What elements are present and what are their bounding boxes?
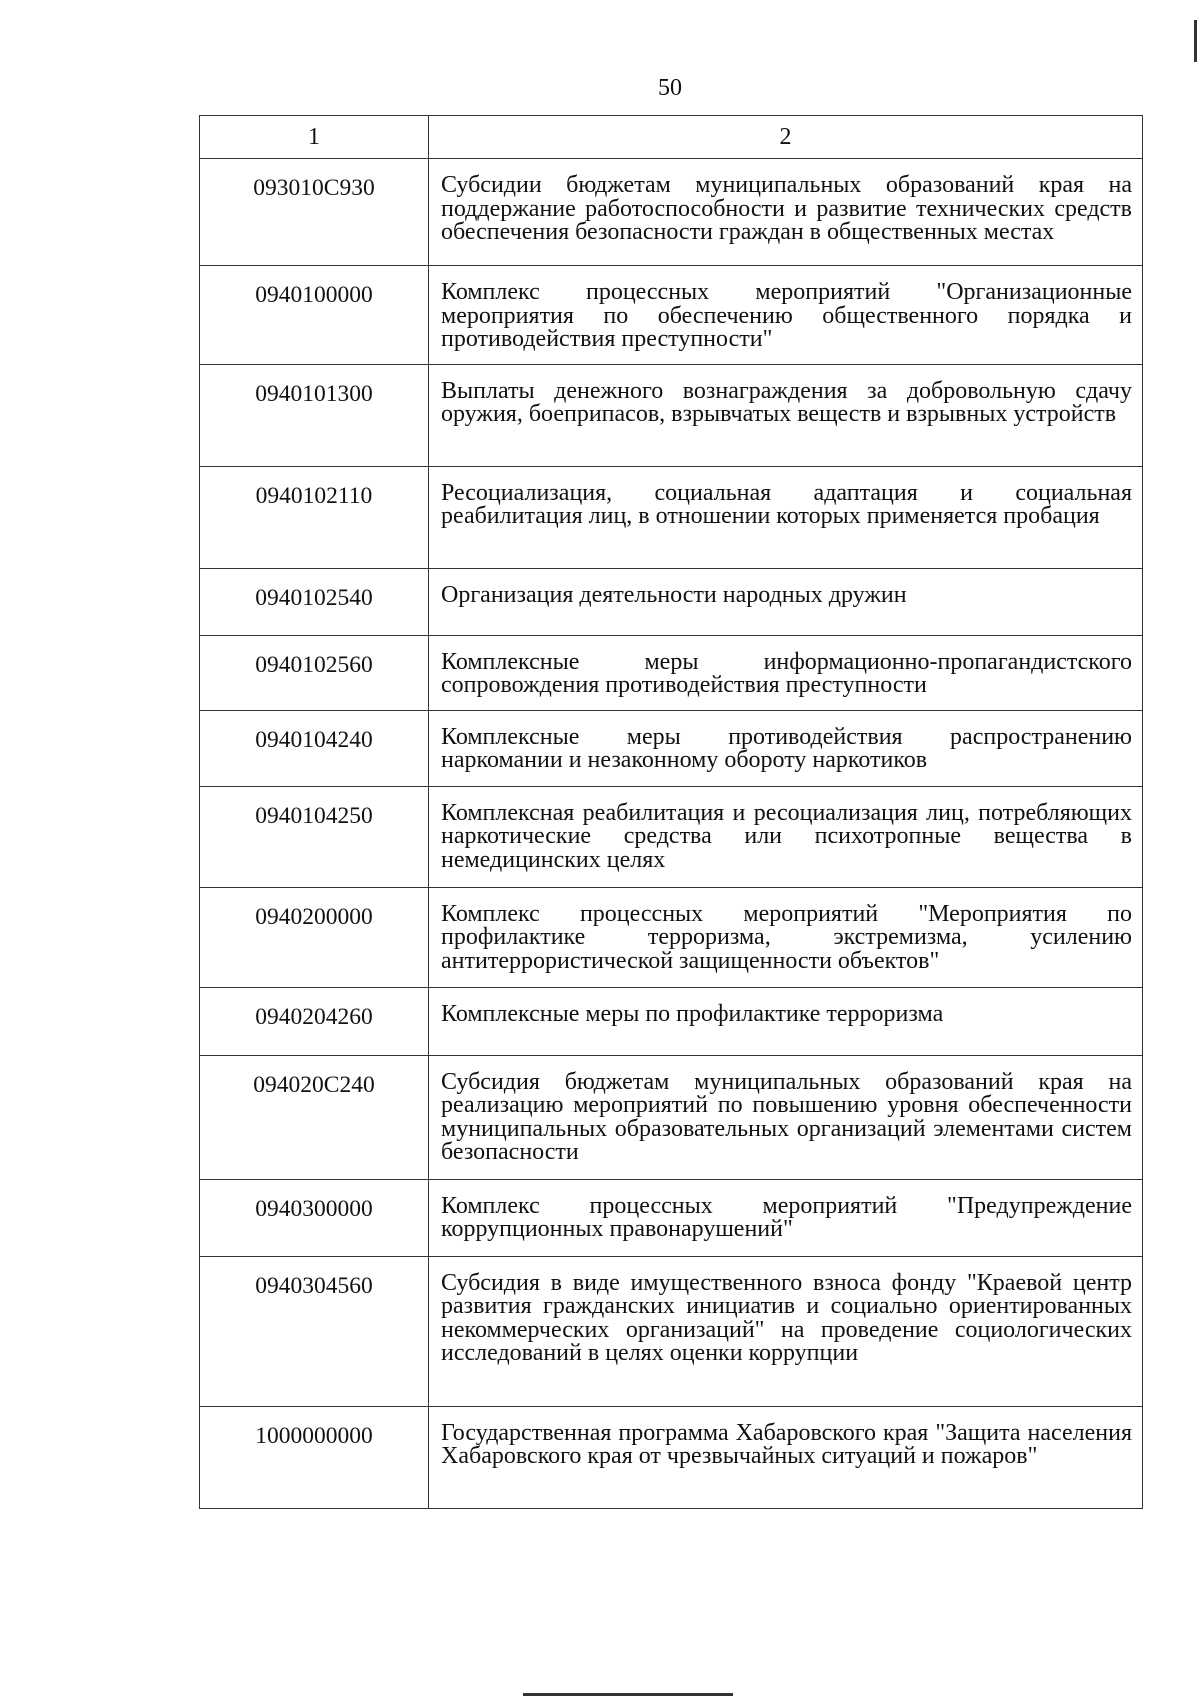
table-row	[200, 159, 1143, 266]
table-row	[200, 364, 1143, 466]
row-code: 094020С240	[200, 1055, 429, 1179]
scan-bottom-mark	[523, 1693, 733, 1696]
row-description: Организация деятельности народных дружин	[429, 568, 1143, 635]
row-code: 0940300000	[200, 1179, 429, 1256]
table-row	[200, 1055, 1143, 1179]
table-row	[200, 987, 1143, 1055]
row-description: Выплаты денежного вознаграждения за добровольную сдачу оружия, боеприпасов, взрывчатых веществ и взрывных устройств	[429, 364, 1143, 466]
table-row	[200, 1256, 1143, 1406]
row-code: 0940204260	[200, 987, 429, 1055]
row-description: Комплексные меры информационно-пропагандистского сопровождения противодействия преступности	[429, 635, 1143, 710]
row-description: Ресоциализация, социальная адаптация и социальная реабилитация лиц, в отношении которых применяется пробация	[429, 466, 1143, 568]
row-code: 0940104240	[200, 710, 429, 786]
row-description: Субсидии бюджетам муниципальных образований края на поддержание работоспособности и развитие технических средств обеспечения безопасности граждан в общественных местах	[429, 159, 1143, 266]
row-description: Субсидия в виде имущественного взноса фонду "Краевой центр развития гражданских инициатив и социально ориентированных некоммерческих организаций" на проведение социологических исследований в целях оценки коррупции	[429, 1256, 1143, 1406]
table-row	[200, 887, 1143, 987]
table-header-row	[200, 116, 1143, 159]
budget-classification-table	[199, 115, 1143, 1509]
table-row	[200, 710, 1143, 786]
row-code: 0940102540	[200, 568, 429, 635]
scan-edge-mark	[1194, 20, 1197, 62]
row-code: 0940200000	[200, 887, 429, 987]
row-code: 0940304560	[200, 1256, 429, 1406]
table-row	[200, 1179, 1143, 1256]
table-row	[200, 786, 1143, 887]
row-code: 0940104250	[200, 786, 429, 887]
row-code: 0940102110	[200, 466, 429, 568]
row-description: Комплексные меры по профилактике терроризма	[429, 987, 1143, 1055]
table-row	[200, 466, 1143, 568]
column-header-description: 2	[429, 116, 1143, 159]
row-description: Комплекс процессных мероприятий "Организационные мероприятия по обеспечению общественного порядка и противодействия преступности"	[429, 266, 1143, 365]
table-row	[200, 568, 1143, 635]
page-number: 50	[658, 75, 682, 101]
table-row	[200, 635, 1143, 710]
row-code: 0940102560	[200, 635, 429, 710]
table-row	[200, 1406, 1143, 1508]
row-description: Государственная программа Хабаровского края "Защита населения Хабаровского края от чрезвычайных ситуаций и пожаров"	[429, 1406, 1143, 1508]
column-header-code: 1	[200, 116, 429, 159]
row-code: 0940101300	[200, 364, 429, 466]
row-code: 0940100000	[200, 266, 429, 365]
row-description: Комплекс процессных мероприятий "Предупреждение коррупционных правонарушений"	[429, 1179, 1143, 1256]
row-description: Субсидия бюджетам муниципальных образований края на реализацию мероприятий по повышению уровня обеспеченности муниципальных образовательных организаций элементами систем безопасности	[429, 1055, 1143, 1179]
row-description: Комплексная реабилитация и ресоциализация лиц, потребляющих наркотические средства или психотропные вещества в немедицинских целях	[429, 786, 1143, 887]
row-code: 093010С930	[200, 159, 429, 266]
row-code: 1000000000	[200, 1406, 429, 1508]
row-description: Комплексные меры противодействия распространению наркомании и незаконному обороту наркотиков	[429, 710, 1143, 786]
row-description: Комплекс процессных мероприятий "Мероприятия по профилактике терроризма, экстремизма, усилению антитеррористической защищенности объектов"	[429, 887, 1143, 987]
table-row	[200, 266, 1143, 365]
